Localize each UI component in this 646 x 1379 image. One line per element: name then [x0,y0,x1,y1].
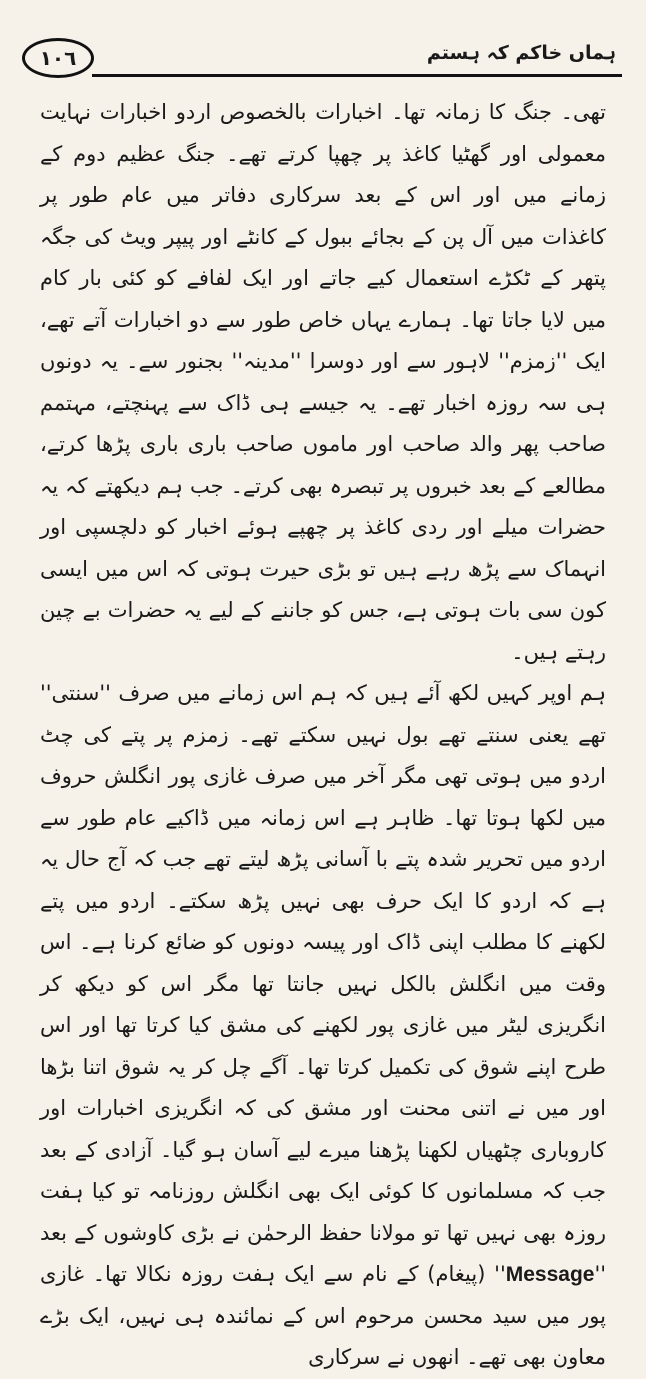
latin-word-message: Message [505,1263,595,1286]
page-header [22,38,622,82]
paragraph-2 [40,673,606,1379]
body-text [40,92,606,1379]
page-number: ١٠٦ [22,38,94,78]
paragraph-2-text-end: '' (پیغام) کے نام سے ایک ہفت روزہ نکالا تھا۔ غازی پور میں سید محسن مرحوم اس کے نمائندہ ہی نہیں، ایک بڑے معاون بھی تھے۔ انھوں نے سرکاری [40,1262,606,1369]
paragraph-1 [40,92,606,673]
paragraph-2-text-start: ہم اوپر کہیں لکھ آئے ہیں کہ ہم اس زمانے میں صرف ''سنتی'' تھے یعنی سنتے تھے بول نہیں سکتے تھے۔ زمزم پر پتے کی چٹ اردو میں ہوتی تھی مگر آخر میں صرف غازی پور انگلش حروف میں لکھا ہوتا تھا۔ ظاہر ہے اس زمانہ میں ڈاکیے عام طور سے اردو میں تحریر شدہ پتے با آسانی پڑھ لیتے تھے جب کہ آج حال یہ ہے کہ اردو کا ایک حرف بھی نہیں پڑھ سکتے۔ اردو میں پتے لکھنے کا مطلب اپنی ڈاک اور پیسہ دونوں کو ضائع کرنا ہے۔ اس وقت میں انگلش بالکل نہیں جانتا تھا مگر اس کو دیکھ کر انگریزی لیٹر میں غازی پور لکھنے کی مشق کیا کرتا تھا اور اس طرح اپنے شوق کی تکمیل کرتا تھا۔ آگے چل کر یہ شوق اتنا بڑھا اور میں نے اتنی محنت اور مشق کی کہ انگریزی اخبارات اور کاروباری چٹھیاں لکھنا پڑھنا میرے لیے آسان ہو گیا۔ آزادی کے بعد جب کہ مسلمانوں کا کوئی ایک بھی انگلش روزنامہ تو کیا ہفت روزہ بھی نہیں تھا تو مولانا حفظ الرحمٰن نے بڑی کاوشوں کے بعد '' [40,681,606,1286]
header-rule [92,74,622,77]
paragraph-1-text: تھی۔ جنگ کا زمانہ تھا۔ اخبارات بالخصوص اردو اخبارات نہایت معمولی اور گھٹیا کاغذ پر چھپا کرتے تھے۔ جنگ عظیم دوم کے زمانے میں اور اس کے بعد سرکاری دفاتر میں عام طور پر کاغذات میں آل پن کے بجائے ببول کے کانٹے اور پیپر ویٹ کی جگہ پتھر کے ٹکڑے استعمال کیے جاتے اور ایک لفافے کو کئی بار کام میں لایا جاتا تھا۔ ہمارے یہاں خاص طور سے دو اخبارات آتے تھے، ایک ''زمزم'' لاہور سے اور دوسرا ''مدینہ'' بجنور سے۔ یہ دونوں ہی سہ روزہ اخبار تھے۔ یہ جیسے ہی ڈاک سے پہنچتے، مہتمم صاحب پھر والد صاحب اور ماموں صاحب باری باری پڑھا کرتے، مطالعے کے بعد خبروں پر تبصرہ بھی کرتے۔ جب ہم دیکھتے کہ یہ حضرات میلے اور ردی کاغذ پر چھپے ہوئے اخبار کو دلچسپی اور انہماک سے پڑھ رہے ہیں تو بڑی حیرت ہوتی کہ اس میں ایسی کون سی بات ہوتی ہے، جس کو جاننے کے لیے یہ حضرات بے چین رہتے ہیں۔ [40,100,606,664]
running-title: ہماں خاکم کہ ہستم [426,42,616,64]
